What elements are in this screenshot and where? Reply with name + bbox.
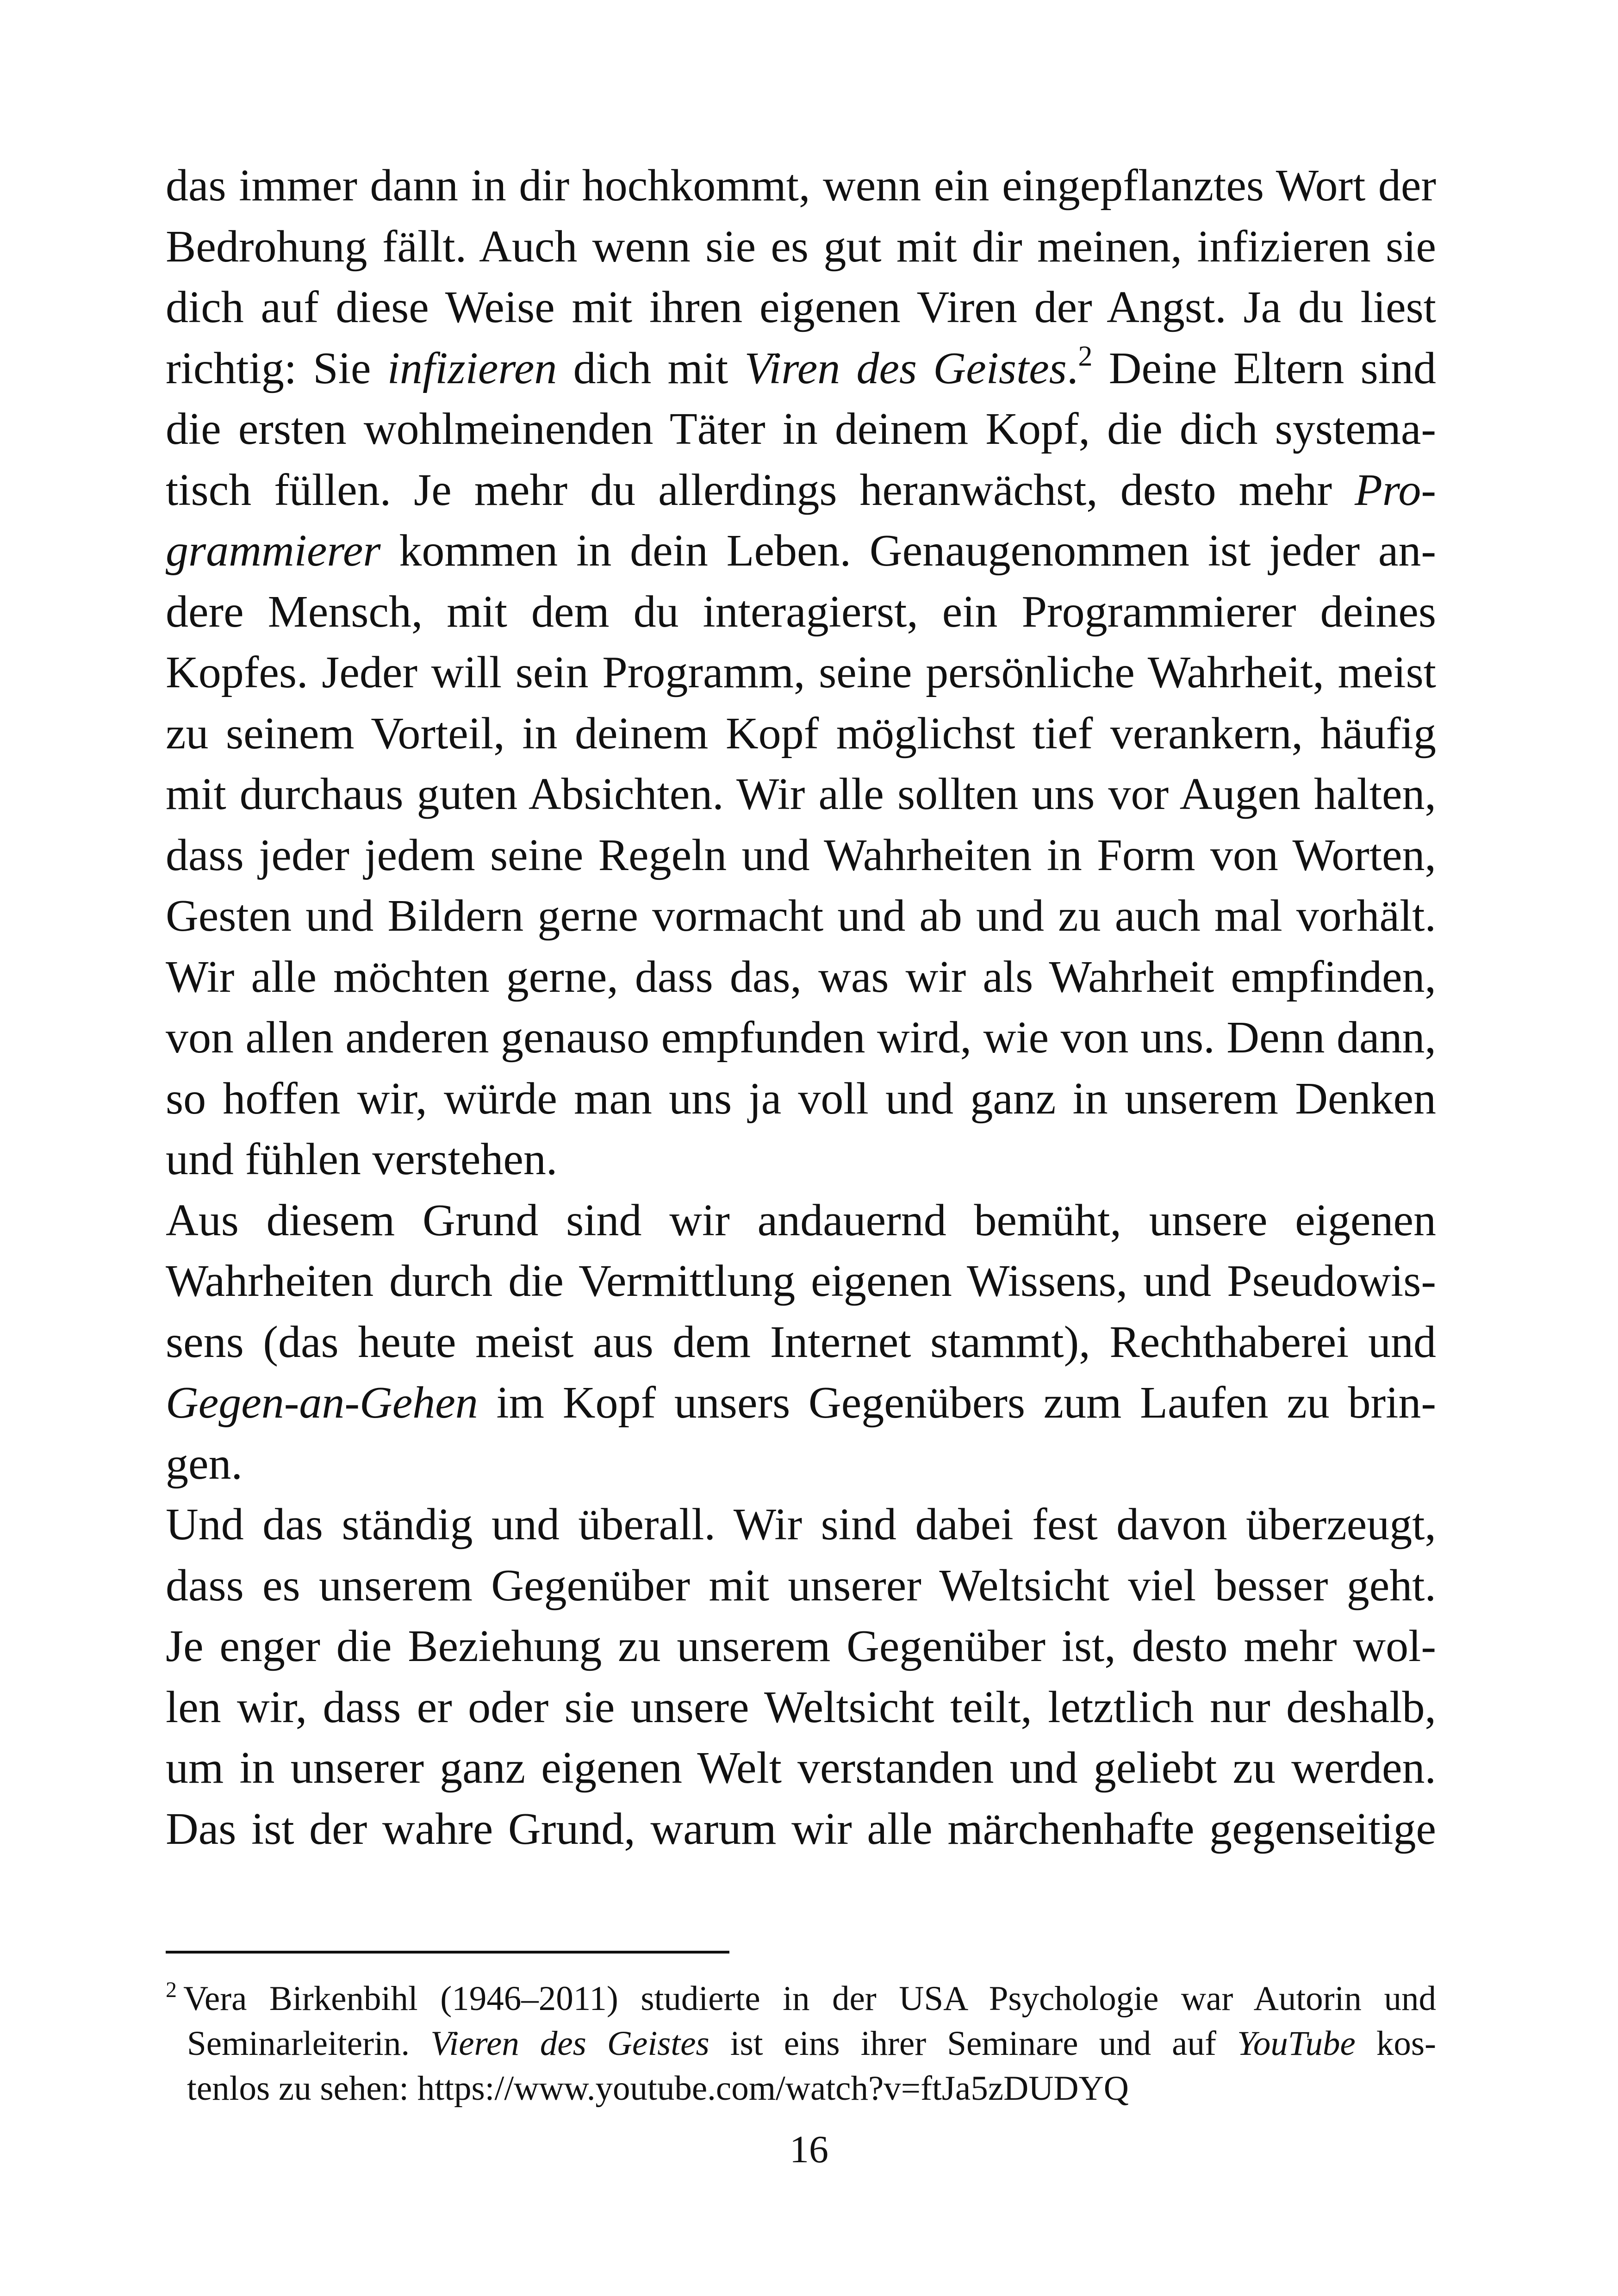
italic-term: grammierer xyxy=(166,526,381,576)
text-line xyxy=(166,642,1436,703)
text-segment: zu seinem Vorteil, in deinem Kopf möglichst tief verankern, häufig xyxy=(166,708,1436,759)
text-segment: . xyxy=(1066,343,1078,393)
text-line xyxy=(166,338,1436,399)
page-number: 16 xyxy=(790,2128,828,2171)
text-line xyxy=(166,1677,1436,1738)
text-line xyxy=(166,277,1436,338)
text-line xyxy=(166,156,1436,217)
text-line xyxy=(166,1312,1436,1373)
text-segment: Deine Eltern sind xyxy=(1108,343,1436,393)
text-segment: so hoffen wir, würde man uns ja voll und ganz in unserem Denken xyxy=(166,1073,1436,1124)
text-line xyxy=(166,703,1436,765)
text-segment: Wahrheiten durch die Vermittlung eigenen Wissens, und Pseudowis- xyxy=(166,1256,1436,1306)
text-line xyxy=(166,399,1436,460)
text-line xyxy=(166,1556,1436,1617)
text-line xyxy=(166,582,1436,643)
text-line xyxy=(166,1008,1436,1069)
text-segment: Wir alle möchten gerne, dass das, was wir als Wahrheit empfinden, xyxy=(166,952,1436,1002)
italic-term: infizieren xyxy=(387,343,557,393)
text-segment: Bedrohung fällt. Auch wenn sie es gut mit dir meinen, infizieren sie xyxy=(166,221,1436,272)
text-segment: dass es unserem Gegenüber mit unserer Weltsicht viel besser geht. xyxy=(166,1560,1436,1611)
text-line xyxy=(166,1738,1436,1799)
text-segment: sens (das heute meist aus dem Internet stammt), Rechthaberei und xyxy=(166,1317,1436,1367)
text-line xyxy=(166,764,1436,825)
text-segment: Kopfes. Jeder will sein Programm, seine persönliche Wahrheit, meist xyxy=(166,647,1436,697)
text-segment: die ersten wohlmeinenden Täter in deinem Kopf, die dich systema- xyxy=(166,404,1436,454)
text-line xyxy=(166,1129,1436,1190)
text-segment: Je enger die Beziehung zu unserem Gegenüber ist, desto mehr wol- xyxy=(166,1621,1436,1671)
text-segment: Aus diesem Grund sind wir andauernd bemüht, unsere eigenen xyxy=(166,1195,1436,1245)
footnote xyxy=(166,1976,1436,2111)
text-segment: kos- xyxy=(1376,2024,1437,2063)
text-line xyxy=(166,1373,1436,1434)
text-line xyxy=(166,1616,1436,1677)
footnote-url-text: tenlos zu sehen: https://www.youtube.com/watch?v=ftJa5zDUDYQ xyxy=(187,2069,1129,2108)
text-line xyxy=(166,217,1436,278)
footnote-line xyxy=(166,2066,1436,2111)
text-line xyxy=(166,1434,1436,1495)
text-segment: das immer dann in dir hochkommt, wenn ein eingepflanztes Wort der xyxy=(166,161,1436,211)
text-line xyxy=(166,886,1436,947)
text-segment: Gesten und Bildern gerne vormacht und ab und zu auch mal vorhält. xyxy=(166,891,1436,941)
footnote-line xyxy=(166,1976,1436,2021)
footnote-line xyxy=(166,2021,1436,2066)
text-segment: tisch füllen. Je mehr du allerdings heranwächst, desto mehr xyxy=(166,465,1332,515)
italic-term: Vieren des Geistes xyxy=(430,2024,709,2063)
text-line xyxy=(166,1494,1436,1556)
main-text xyxy=(166,156,1436,1860)
footnote-divider xyxy=(166,1951,729,1954)
text-segment: Seminarleiterin. xyxy=(187,2024,410,2063)
text-segment: um in unserer ganz eigenen Welt verstanden und geliebt zu werden. xyxy=(166,1743,1436,1793)
text-segment: Und das ständig und überall. Wir sind dabei fest davon überzeugt, xyxy=(166,1500,1436,1549)
text-line xyxy=(166,1190,1436,1251)
text-segment: und fühlen verstehen. xyxy=(166,1134,558,1184)
footnote-reference: 2 xyxy=(1078,340,1093,372)
text-segment: Vera Birkenbihl (1946–2011) studierte in der USA Psychologie war Autorin und xyxy=(183,1979,1436,2018)
text-segment: im Kopf unsers Gegenübers zum Laufen zu brin- xyxy=(496,1378,1437,1428)
italic-term: Viren des Geistes xyxy=(744,343,1067,393)
text-segment: ist eins ihrer Seminare und auf xyxy=(730,2024,1216,2063)
text-segment: dich auf diese Weise mit ihren eigenen Viren der Angst. Ja du liest xyxy=(166,282,1436,332)
footnote-marker: 2 xyxy=(166,1978,177,2002)
text-segment: len wir, dass er oder sie unsere Weltsicht teilt, letztlich nur deshalb, xyxy=(166,1682,1436,1732)
text-line xyxy=(166,947,1436,1008)
text-segment: dass jeder jedem seine Regeln und Wahrheiten in Form von Worten, xyxy=(166,830,1436,880)
text-line xyxy=(166,1799,1436,1860)
text-segment: dich mit xyxy=(573,343,728,393)
text-segment: gen. xyxy=(166,1438,243,1489)
text-line xyxy=(166,460,1436,521)
text-segment: dere Mensch, mit dem du interagierst, ein Programmierer deines xyxy=(166,586,1436,637)
text-segment: von allen anderen genauso empfunden wird, wie von uns. Denn dann, xyxy=(166,1013,1436,1063)
text-line xyxy=(166,825,1436,886)
text-line xyxy=(166,1251,1436,1312)
text-segment: Das ist der wahre Grund, warum wir alle märchenhafte gegenseitige xyxy=(166,1804,1436,1854)
italic-term: Pro- xyxy=(1355,465,1437,515)
italic-term: Gegen-an-Gehen xyxy=(166,1378,478,1428)
text-segment: mit durchaus guten Absichten. Wir alle sollten uns vor Augen halten, xyxy=(166,769,1436,819)
text-line xyxy=(166,1069,1436,1130)
text-line xyxy=(166,521,1436,582)
text-segment: kommen in dein Leben. Genaugenommen ist jeder an- xyxy=(399,526,1437,576)
italic-term: YouTube xyxy=(1237,2024,1356,2063)
text-segment: richtig: Sie xyxy=(166,343,371,393)
